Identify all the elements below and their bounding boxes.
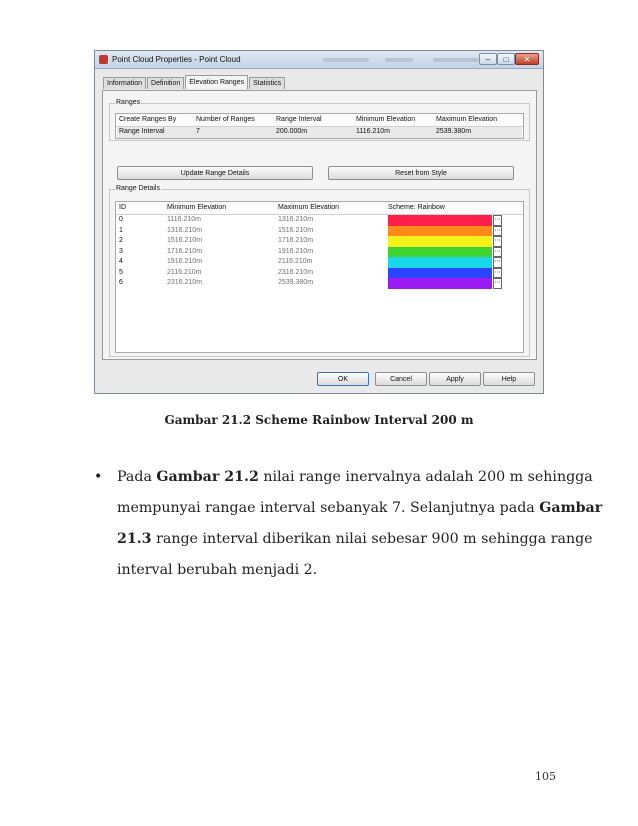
paragraph-line: mempunyai rangae interval sebanyak 7. Selanjutnya pada Gambar — [117, 500, 603, 516]
column-header[interactable]: Minimum Elevation — [356, 116, 416, 123]
minimum-elevation-value[interactable]: 1116.210m — [356, 128, 390, 135]
range-max-cell[interactable]: 1316.210m — [278, 216, 314, 223]
color-swatch[interactable] — [388, 268, 492, 279]
color-swatch[interactable] — [388, 257, 492, 268]
column-header[interactable]: ID — [119, 204, 126, 211]
range-min-cell[interactable]: 1716.210m — [167, 247, 203, 255]
color-picker-icon[interactable]: ⋯ — [493, 236, 502, 247]
range-min-cell[interactable]: 1116.210m — [167, 216, 201, 223]
color-swatch[interactable] — [388, 236, 492, 247]
column-header[interactable]: Range Interval — [276, 116, 322, 123]
blurred-title-text — [323, 58, 369, 62]
range-details-group-label: Range Details — [116, 185, 160, 192]
ranges-table-header — [116, 114, 523, 127]
range-min-cell[interactable]: 2116.210m — [167, 268, 202, 276]
tab-bar — [103, 77, 286, 91]
range-interval-value[interactable]: 200.000m — [276, 128, 308, 135]
range-id-cell[interactable]: 2 — [119, 237, 123, 244]
range-max-cell[interactable]: 1916.210m — [278, 247, 314, 255]
window-title: Point Cloud Properties - Point Cloud — [112, 55, 241, 64]
tab-statistics[interactable]: Statistics — [249, 77, 285, 89]
paragraph-line: interval berubah menjadi 2. — [117, 562, 318, 578]
ok-button[interactable]: OK — [317, 372, 369, 386]
range-max-cell[interactable]: 1716.210m — [278, 237, 314, 244]
tab-definition[interactable]: Definition — [147, 77, 184, 89]
point-cloud-properties-window — [94, 50, 544, 394]
close-button[interactable]: ✕ — [515, 53, 539, 65]
app-icon — [99, 55, 108, 64]
range-details-header — [116, 202, 523, 215]
bullet-icon: • — [94, 469, 103, 485]
range-max-cell[interactable]: 2316.210m — [278, 268, 314, 276]
range-id-cell[interactable]: 4 — [119, 258, 123, 265]
figure-caption: Gambar 21.2 Scheme Rainbow Interval 200 m — [164, 413, 474, 427]
tab-elevation-ranges[interactable]: Elevation Ranges — [185, 75, 248, 89]
color-swatch[interactable] — [388, 226, 492, 237]
color-swatch[interactable] — [388, 215, 492, 226]
maximum-elevation-value[interactable]: 2539.380m — [436, 128, 472, 135]
title-bar[interactable] — [95, 51, 543, 69]
number-of-ranges-value[interactable]: 7 — [196, 128, 200, 135]
apply-button[interactable]: Apply — [429, 372, 481, 386]
column-header[interactable]: Number of Ranges — [196, 116, 255, 123]
range-max-cell[interactable]: 2539.380m — [278, 279, 314, 286]
range-min-cell[interactable]: 1916.210m — [167, 258, 203, 265]
range-max-cell[interactable]: 1516.210m — [278, 226, 314, 234]
color-picker-icon[interactable]: ⋯ — [493, 278, 502, 289]
color-picker-icon[interactable]: ⋯ — [493, 226, 502, 237]
blurred-title-text — [433, 58, 479, 62]
create-ranges-by-value[interactable]: Range Interval — [119, 128, 165, 135]
color-picker-icon[interactable]: ⋯ — [493, 268, 502, 279]
reset-from-style-button[interactable]: Reset from Style — [328, 166, 514, 180]
range-id-cell[interactable]: 5 — [119, 268, 123, 276]
ranges-table — [115, 113, 524, 139]
blurred-title-text — [385, 58, 413, 62]
bullet-paragraph — [94, 462, 603, 586]
column-header[interactable]: Minimum Elevation — [167, 204, 227, 211]
color-picker-icon[interactable]: ⋯ — [493, 247, 502, 258]
minimize-button[interactable]: – — [479, 53, 497, 65]
page-number: 105 — [535, 770, 556, 783]
maximize-button[interactable]: □ — [497, 53, 515, 65]
range-min-cell[interactable]: 1316.210m — [167, 226, 203, 234]
update-range-details-button[interactable]: Update Range Details — [117, 166, 313, 180]
range-id-cell[interactable]: 0 — [119, 216, 123, 223]
color-picker-icon[interactable]: ⋯ — [493, 215, 502, 226]
paragraph-line: 21.3 range interval diberikan nilai sebesar 900 m sehingga range — [117, 531, 593, 547]
column-header[interactable]: Scheme: Rainbow — [388, 204, 445, 211]
tab-information[interactable]: Information — [103, 77, 146, 89]
range-min-cell[interactable]: 1516.210m — [167, 237, 203, 244]
color-swatch[interactable] — [388, 278, 492, 289]
color-picker-icon[interactable]: ⋯ — [493, 257, 502, 268]
ranges-group-label: Ranges — [116, 99, 141, 106]
help-button[interactable]: Help — [483, 372, 535, 386]
range-id-cell[interactable]: 3 — [119, 247, 123, 255]
elevation-ranges-panel — [102, 90, 537, 360]
range-id-cell[interactable]: 1 — [119, 226, 123, 234]
cancel-button[interactable]: Cancel — [375, 372, 427, 386]
column-header[interactable]: Maximum Elevation — [436, 116, 498, 123]
paragraph-line: Pada Gambar 21.2 nilai range inervalnya adalah 200 m sehingga — [117, 469, 593, 485]
column-header[interactable]: Maximum Elevation — [278, 204, 340, 211]
color-swatch[interactable] — [388, 247, 492, 258]
range-details-table — [115, 201, 524, 353]
range-max-cell[interactable]: 2116.210m — [278, 258, 313, 265]
range-id-cell[interactable]: 6 — [119, 279, 123, 286]
column-header[interactable]: Create Ranges By — [119, 116, 177, 123]
range-min-cell[interactable]: 2316.210m — [167, 279, 203, 286]
